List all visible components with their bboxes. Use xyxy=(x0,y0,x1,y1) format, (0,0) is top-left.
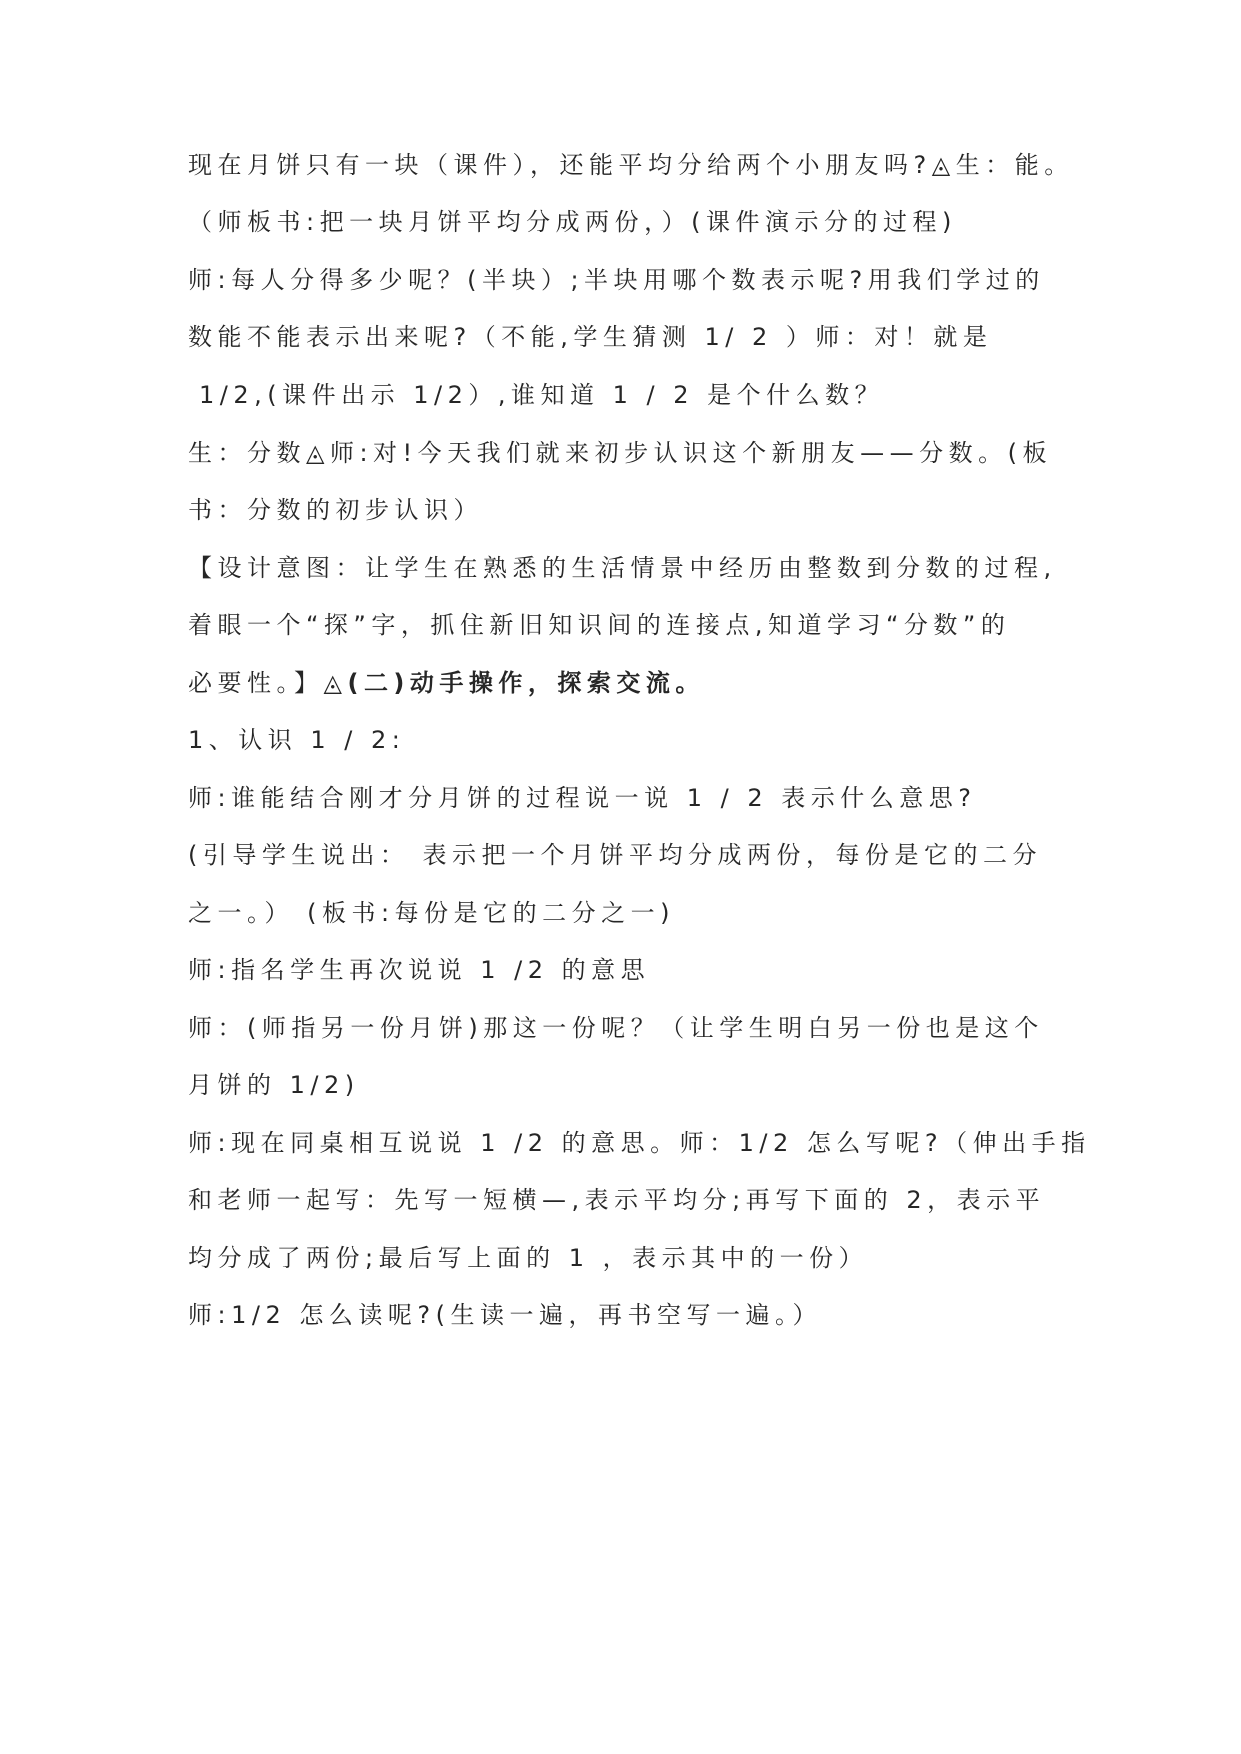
section-heading: (二)动手操作，探索交流。 xyxy=(347,669,705,697)
text-line xyxy=(188,263,1068,297)
line-text: 师:每人分得多少呢？(半块）;半块用哪个数表示呢?用我们学过的 xyxy=(188,266,1045,294)
design-intent-line xyxy=(188,666,1068,700)
line-text: 1/2,(课件出示 1/2）,谁知道 1 / 2 是个什么数？ xyxy=(199,381,885,409)
line-text: 师:1/2 怎么读呢?(生读一遍，再书空写一遍。） xyxy=(188,1301,822,1329)
text-line xyxy=(188,1068,1068,1102)
line-text: 必要性。】◬ xyxy=(188,669,348,697)
line-text: 师:指名学生再次说说 1 /2 的意思 xyxy=(188,956,651,984)
text-line xyxy=(188,896,1068,930)
text-line xyxy=(188,1126,1091,1160)
subsection-heading xyxy=(188,723,1068,757)
text-line xyxy=(188,1298,1068,1332)
design-intent-line xyxy=(188,551,1068,585)
text-line xyxy=(188,320,1068,354)
text-line xyxy=(188,953,1068,987)
line-text: 1、认识 1 / 2: xyxy=(188,726,406,754)
text-line xyxy=(188,838,1068,872)
line-text: 和老师一起写：先写一短横—,表示平均分;再写下面的 2，表示平 xyxy=(188,1186,1046,1214)
line-text: 生：分数◬师:对!今天我们就来初步认识这个新朋友——分数。(板 xyxy=(188,439,1053,467)
line-text: （师板书:把一块月饼平均分成两份，）(课件演示分的过程) xyxy=(188,208,957,236)
text-line xyxy=(188,781,1068,815)
line-text: 师:谁能结合刚才分月饼的过程说一说 1 / 2 表示什么意思? xyxy=(188,784,977,812)
text-line xyxy=(188,493,1068,527)
text-line xyxy=(188,148,1074,182)
line-text: 师:现在同桌相互说说 1 /2 的意思。师：1/2 怎么写呢?（伸出手指 xyxy=(188,1129,1091,1157)
line-text: 之一。） (板书:每份是它的二分之一) xyxy=(188,899,675,927)
text-line xyxy=(188,1183,1068,1217)
line-text: 现在月饼只有一块（课件），还能平均分给两个小朋友吗?◬生：能。 xyxy=(188,151,1074,179)
line-text: 师：(师指另一份月饼)那这一份呢？（让学生明白另一份也是这个 xyxy=(188,1014,1044,1042)
line-text: 书：分数的初步认识） xyxy=(188,496,483,524)
line-text: 均分成了两份;最后写上面的 1 ，表示其中的一份） xyxy=(188,1244,869,1272)
text-line xyxy=(188,205,1068,239)
text-line xyxy=(188,1011,1068,1045)
text-line xyxy=(199,378,1079,412)
design-intent-line xyxy=(188,608,1068,642)
line-text: 月饼的 1/2) xyxy=(188,1071,360,1099)
text-line xyxy=(188,1241,1068,1275)
line-text: 数能不能表示出来呢?（不能,学生猜测 1/ 2 ）师：对！就是 xyxy=(188,323,993,351)
line-text: (引导学生说出： 表示把一个月饼平均分成两份，每份是它的二分 xyxy=(188,841,1042,869)
text-line xyxy=(188,436,1068,470)
line-text: 着眼一个“探”字，抓住新旧知识间的连接点,知道学习“分数”的 xyxy=(188,611,1011,639)
line-text: 【设计意图：让学生在熟悉的生活情景中经历由整数到分数的过程, xyxy=(188,554,1057,582)
